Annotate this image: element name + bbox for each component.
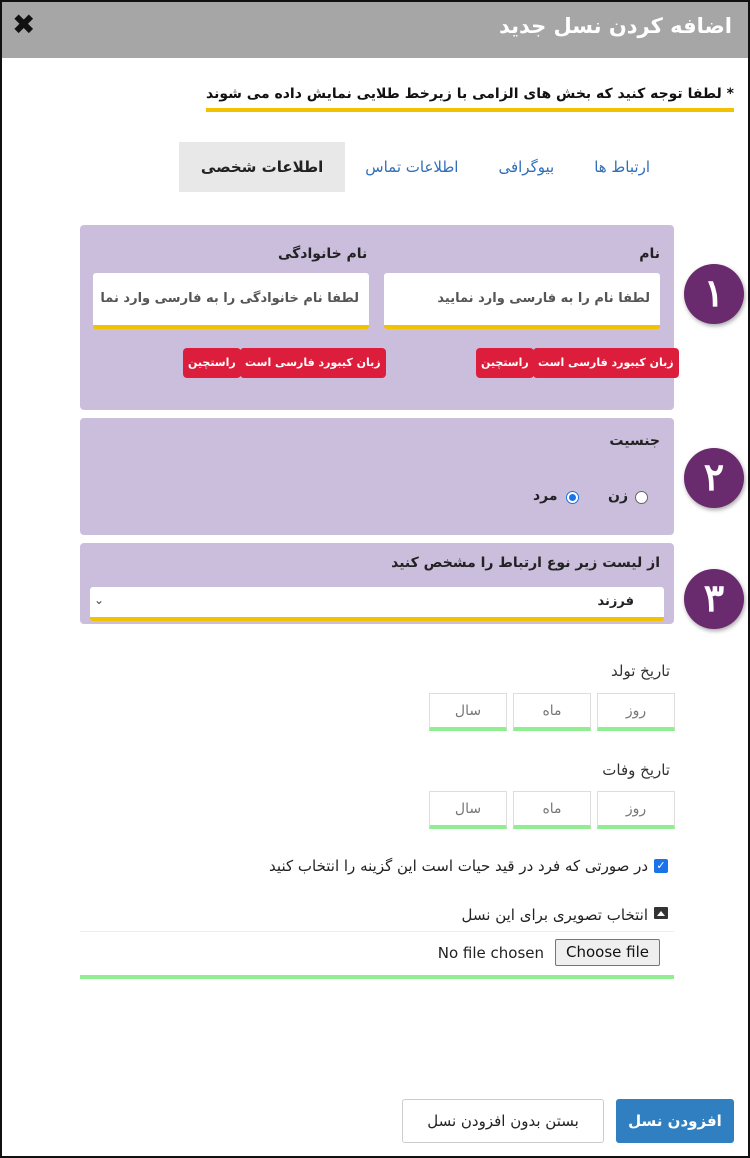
chevron-down-icon: ⌄ <box>94 593 105 607</box>
file-status: No file chosen <box>437 944 544 962</box>
step-number-badge: ١ <box>684 264 744 324</box>
tab-personal-info[interactable]: اطلاعات شخصی <box>179 142 345 192</box>
required-notice: * لطفا توجه کنید که بخش های الزامی با زیرخط طلایی نمایش داده می شوند <box>206 86 734 112</box>
birth-date-label: تاریخ تولد <box>611 662 670 680</box>
tab-biography[interactable]: بیوگرافی <box>498 158 555 176</box>
first-name-keyboard-badge[interactable]: زبان کیبورد فارسی است <box>533 348 679 378</box>
add-generation-button[interactable]: افزودن نسل <box>616 1099 734 1143</box>
death-date-label: تاریخ وفات <box>602 761 670 779</box>
last-name-input[interactable]: لطفا نام خانوادگی را به فارسی وارد نما <box>93 273 369 329</box>
death-day-input[interactable]: روز <box>597 791 675 829</box>
relation-type-select[interactable] <box>90 587 664 621</box>
file-input <box>80 931 674 979</box>
gender-male-radio[interactable] <box>566 491 579 504</box>
first-name-label: نام <box>639 246 660 262</box>
first-name-rtl-button[interactable]: راستچین <box>476 348 534 378</box>
image-icon <box>654 907 668 919</box>
alive-checkbox[interactable]: ✓ <box>654 859 668 873</box>
gender-label: جنسیت <box>609 433 660 449</box>
close-without-adding-button[interactable]: بستن بدون افزودن نسل <box>402 1099 604 1143</box>
birth-month-input[interactable]: ماه <box>513 693 591 731</box>
birth-day-input[interactable]: روز <box>597 693 675 731</box>
tab-relations[interactable]: ارتباط ها <box>594 158 650 176</box>
modal-header <box>2 2 748 58</box>
last-name-label: نام خانوادگی <box>278 246 368 262</box>
gender-female-radio[interactable] <box>635 491 648 504</box>
gender-section <box>80 418 674 535</box>
gender-male-label: مرد <box>533 488 558 504</box>
death-year-input[interactable]: سال <box>429 791 507 829</box>
image-upload-label: انتخاب تصویری برای این نسل <box>461 906 648 924</box>
gender-female-label: زن <box>608 488 629 504</box>
modal-title: اضافه کردن نسل جدید <box>498 14 732 38</box>
close-icon[interactable]: ✖ <box>12 8 36 41</box>
first-name-input[interactable]: لطفا نام را به فارسی وارد نمایید <box>384 273 660 329</box>
tab-contact-info[interactable]: اطلاعات تماس <box>365 158 459 176</box>
tab-bar <box>179 142 670 192</box>
last-name-rtl-button[interactable]: راستچین <box>183 348 241 378</box>
relation-type-label: از لیست زیر نوع ارتباط را مشخص کنید <box>391 555 660 571</box>
relation-type-value: فرزند <box>597 594 634 609</box>
death-month-input[interactable]: ماه <box>513 791 591 829</box>
alive-checkbox-label: در صورتی که فرد در قید حیات است این گزینه را انتخاب کنید <box>269 857 648 875</box>
choose-file-button[interactable]: Choose file <box>555 939 660 966</box>
last-name-keyboard-badge[interactable]: زبان کیبورد فارسی است <box>240 348 386 378</box>
step-number-badge: ٢ <box>684 448 744 508</box>
step-number-badge: ٣ <box>684 569 744 629</box>
birth-year-input[interactable]: سال <box>429 693 507 731</box>
